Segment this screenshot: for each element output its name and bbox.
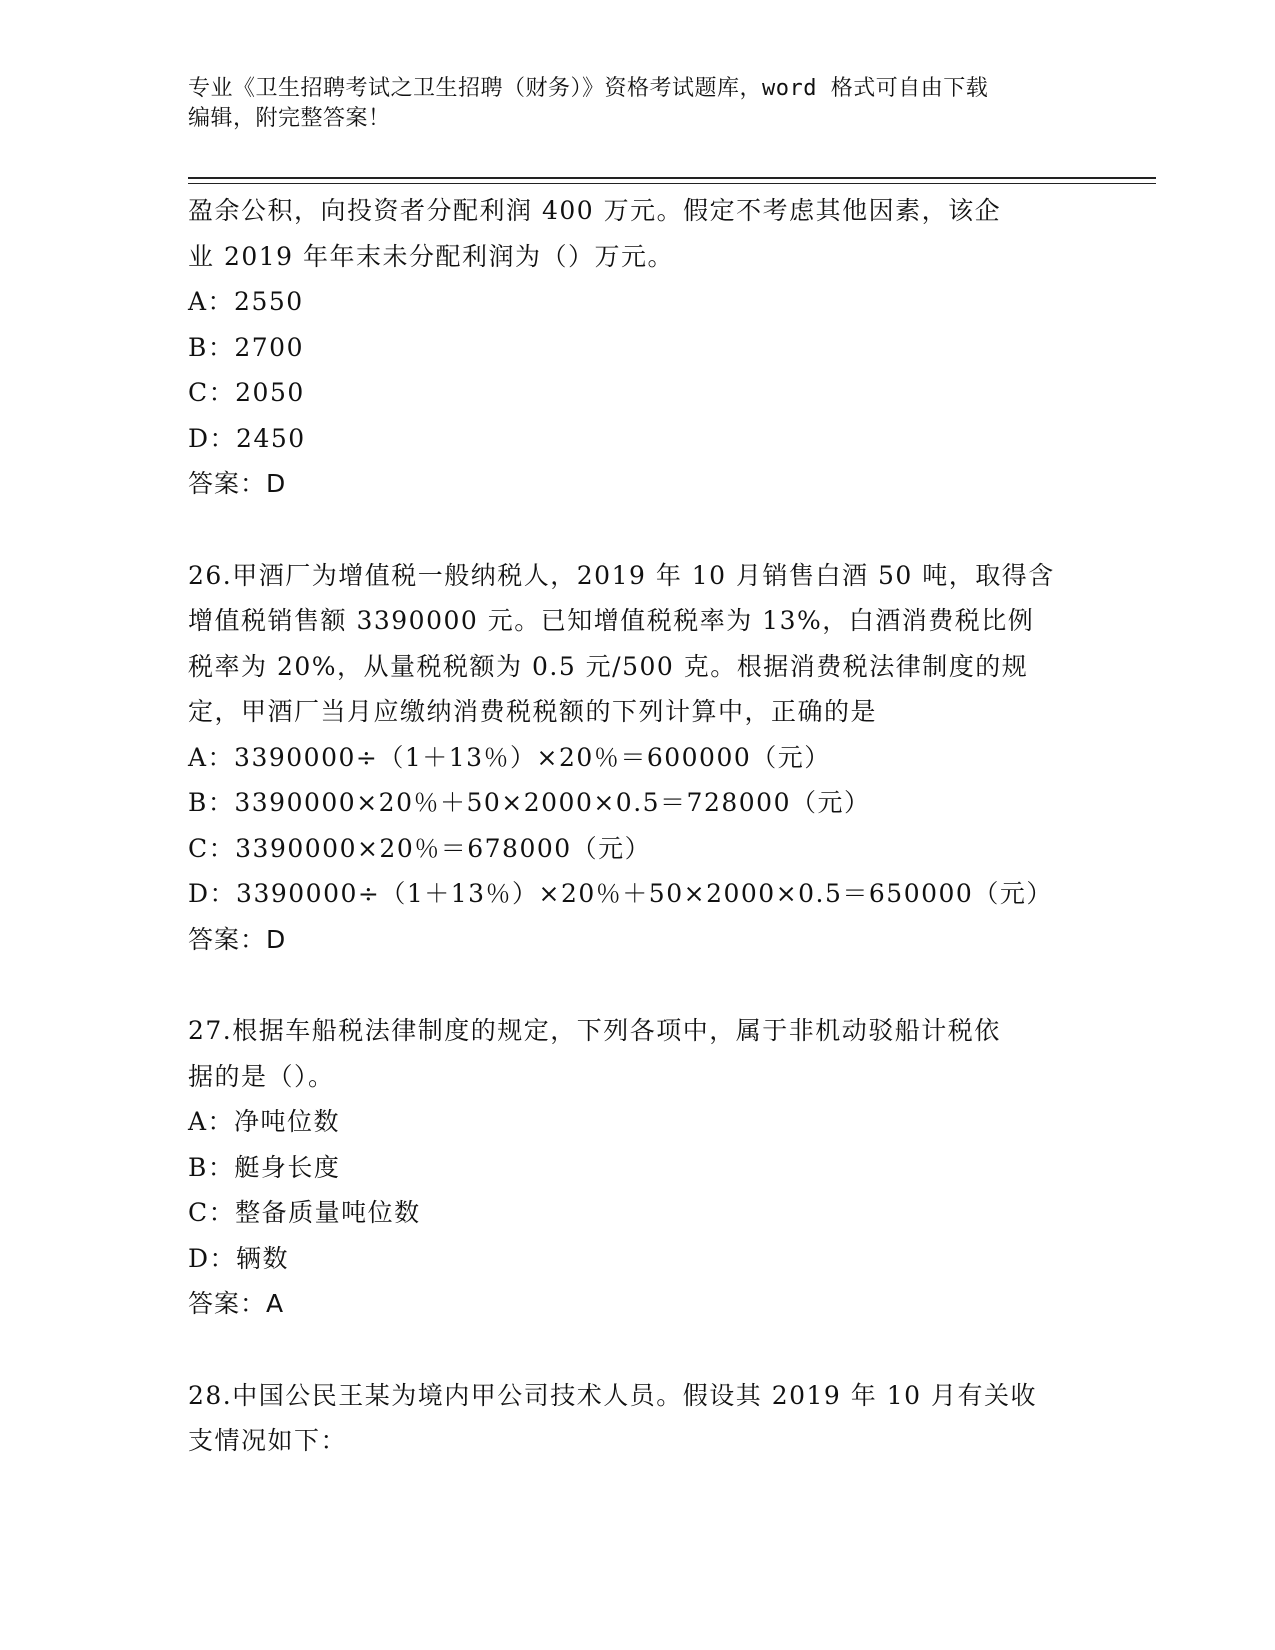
document-body bbox=[188, 188, 1088, 1464]
option-c: C：2050 bbox=[188, 378, 305, 407]
header-line-1: 专业《卫生招聘考试之卫生招聘（财务）》资格考试题库，word 格式可自由下载 bbox=[188, 76, 989, 101]
spacer bbox=[188, 1327, 1088, 1373]
answer-line: 答案：D bbox=[188, 924, 287, 954]
spacer bbox=[188, 962, 1088, 1008]
option-d: D：2450 bbox=[188, 423, 306, 453]
question-28 bbox=[188, 1373, 1088, 1464]
question-26 bbox=[188, 553, 1088, 963]
option-b: B：2700 bbox=[188, 332, 304, 362]
question-text-line: 业 2019 年年末未分配利润为（）万元。 bbox=[188, 241, 675, 271]
option-c: C：3390000×20％＝678000（元） bbox=[188, 833, 652, 863]
answer-line: 答案：D bbox=[188, 469, 287, 498]
option-a: A：2550 bbox=[188, 287, 304, 316]
question-text-line: 盈余公积，向投资者分配利润 400 万元。假定不考虑其他因素，该企 bbox=[188, 196, 1002, 225]
header-line-2: 编辑，附完整答案！ bbox=[188, 106, 391, 131]
question-27 bbox=[188, 1008, 1088, 1327]
question-text-line: 税率为 20%，从量税税额为 0.5 元/500 克。根据消费税法律制度的规 bbox=[188, 651, 1029, 681]
option-b: B：3390000×20％＋50×2000×0.5＝728000（元） bbox=[188, 788, 871, 817]
option-c: C：整备质量吨位数 bbox=[188, 1198, 421, 1227]
option-a: A：3390000÷（1＋13％）×20％＝600000（元） bbox=[188, 742, 831, 772]
question-text-line: 据的是（）。 bbox=[188, 1061, 335, 1091]
header-divider-thin bbox=[188, 183, 1156, 184]
question-text-line: 支情况如下： bbox=[188, 1426, 348, 1455]
document-header bbox=[188, 74, 1088, 134]
option-d: D：辆数 bbox=[188, 1243, 290, 1273]
question-text-line: 定，甲酒厂当月应缴纳消费税税额的下列计算中，正确的是 bbox=[188, 697, 878, 726]
option-d: D：3390000÷（1＋13％）×20％＋50×2000×0.5＝650000（元） bbox=[188, 879, 1053, 908]
question-text-line: 28.中国公民王某为境内甲公司技术人员。假设其 2019 年 10 月有关收 bbox=[188, 1380, 1037, 1410]
question-text-line: 27.根据车船税法律制度的规定，下列各项中，属于非机动驳船计税依 bbox=[188, 1016, 1001, 1045]
option-b: B：艇身长度 bbox=[188, 1152, 341, 1182]
spacer bbox=[188, 507, 1088, 553]
question-text-line: 26.甲酒厂为增值税一般纳税人，2019 年 10 月销售白酒 50 吨，取得含 bbox=[188, 560, 1055, 590]
answer-line: 答案：A bbox=[188, 1289, 285, 1318]
question-text-line: 增值税销售额 3390000 元。已知增值税税率为 13%，白酒消费税比例 bbox=[188, 606, 1035, 635]
question-25 bbox=[188, 188, 1088, 507]
option-a: A：净吨位数 bbox=[188, 1107, 341, 1136]
header-divider-thick bbox=[188, 177, 1156, 179]
